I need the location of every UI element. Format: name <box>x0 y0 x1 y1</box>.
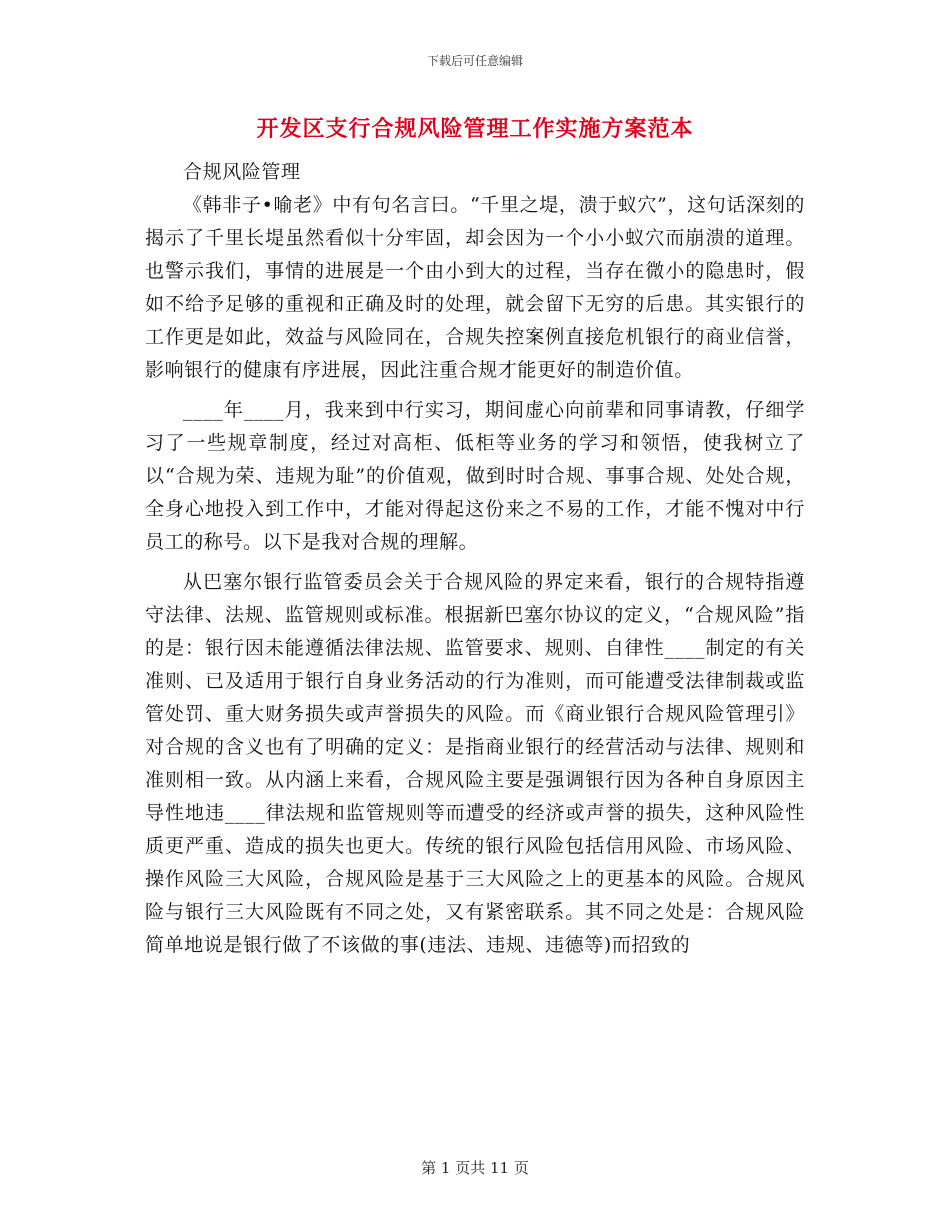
paragraph-1: 《韩非子•喻老》中有句名言曰。“千里之堤，溃于蚁穴”，这句话深刻的揭示了千里长堤虽然看似十分牢固，却会因为一个小小蚁穴而崩溃的道理。也警示我们，事情的进展是一个由小到大的过程，当存在微小的隐患时，假如不给予足够的重视和正确及时的处理，就会留下无穷的后患。其实银行的工作更是如此，效益与风险同在，合规失控案例直接危机银行的商业信誉，影响银行的健康有序进展，因此注重合规才能更好的制造价值。 <box>145 194 805 381</box>
paragraph-2: ____年____月，我来到中行实习，期间虚心向前辈和同事请教，仔细学习了一些规章制度，经过对高柜、低柜等业务的学习和领悟，使我树立了以“合规为荣、违规为耻”的价值观，做到时时合规、事事合规、处处合规，全身心地投入到工作中，才能对得起这份来之不易的工作，才能不愧对中行员工的称号。以下是我对合规的理解。 <box>145 399 805 553</box>
document-body <box>145 156 805 962</box>
section-heading: 合规风险管理 <box>183 161 301 183</box>
page-header-note: 下载后可任意编辑 <box>426 54 523 68</box>
page-number-footer: 第 1 页共 11 页 <box>421 1159 529 1177</box>
paragraph-3: 从巴塞尔银行监管委员会关于合规风险的界定来看，银行的合规特指遵守法律、法规、监管规则或标准。根据新巴塞尔协议的定义，“合规风险”指的是：银行因未能遵循法律法规、监管要求、规则、自律性____制定的有关准则、已及适用于银行自身业务活动的行为准则，而可能遭受法律制裁或监管处罚、重大财务损失或声誉损失的风险。而《商业银行合规风险管理引》对合规的含义也有了明确的定义：是指商业银行的经营活动与法律、规则和准则相一致。从内涵上来看，合规风险主要是强调银行因为各种自身原因主导性地违____律法规和监管规则等而遭受的经济或声誉的损失，这种风险性质更严重、造成的损失也更大。传统的银行风险包括信用风险、市场风险、操作风险三大风险，合规风险是基于三大风险之上的更基本的风险。合规风险与银行三大风险既有不同之处，又有紧密联系。其不同之处是：合规风险简单地说是银行做了不该做的事(违法、违规、违德等)而招致的 <box>145 571 805 956</box>
document-title: 开发区支行合规风险管理工作实施方案范本 <box>256 116 694 142</box>
